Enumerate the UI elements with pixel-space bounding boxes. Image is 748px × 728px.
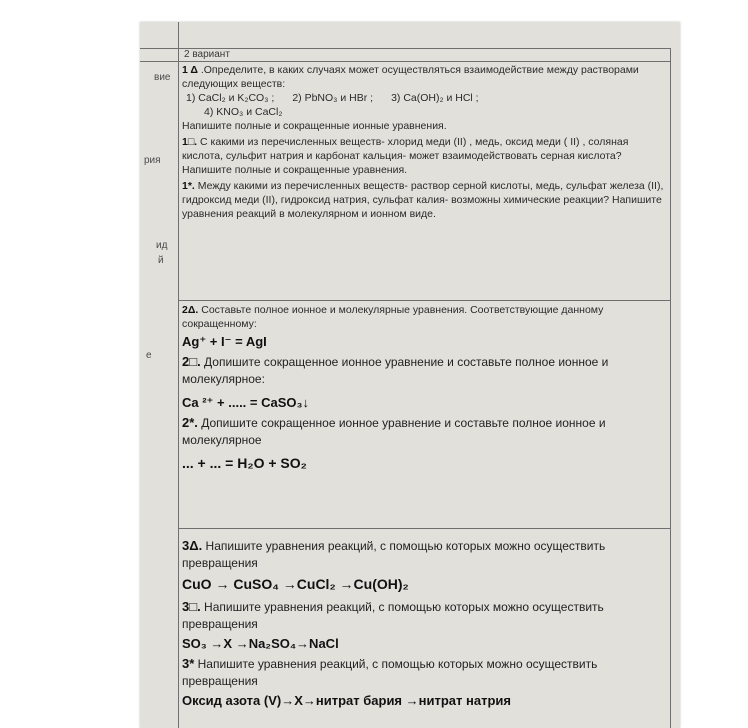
left-fragment-2: рия <box>144 155 161 166</box>
task-1-delta <box>178 63 670 91</box>
task-1-star-text: Между какими из перечисленных веществ- раствор серной кислоты, медь, сульфат железа (II), гидроксид меди (II), гидроксид натрия, сульфат калия- возможны химические реакции? Напишите уравнения реакций в молекулярном и ионном виде. <box>182 180 664 220</box>
task-block-2 <box>178 300 670 519</box>
variant-header: 2 вариант <box>184 49 230 60</box>
task-1-star-number: 1*. <box>182 180 195 192</box>
left-fragment-3: ид <box>156 240 168 251</box>
left-fragment-5: е <box>146 350 152 361</box>
formula-nitrate-chain: Оксид азота (V)→X→нитрат бария →нитрат натрия <box>182 693 511 708</box>
left-fragment-1: вие <box>154 72 171 83</box>
task-1-delta-items <box>178 91 670 119</box>
list-item: 3) Ca(OH)₂ и HCl ; <box>391 92 479 104</box>
task-3-square <box>178 598 670 633</box>
task-2-square-text: Допишите сокращенное ионное уравнение и составьте полное ионное и молекулярное: <box>182 355 609 386</box>
formula-cuo-chain: CuO → CuSO₄ →CuCl₂ →Cu(OH)₂ <box>182 576 409 592</box>
task-3-square-text: Напишите уравнения реакций, с помощью которых можно осуществить превращения <box>182 600 604 631</box>
task-1-star <box>178 179 670 221</box>
task-2-delta-number: 2Δ. <box>182 304 199 316</box>
task-3-star-text: Напишите уравнения реакций, с помощью которых можно осуществить превращения <box>182 657 598 688</box>
task-3-star-number: 3* <box>182 656 195 671</box>
task-1-delta-text: .Определите, в каких случаях может осуществляться взаимодействие между растворами следующих веществ: <box>182 64 639 90</box>
left-fragment-4: й <box>158 255 164 266</box>
task-2-delta <box>178 303 670 331</box>
task-2-square <box>178 353 670 388</box>
task-2-square-number: 2□. <box>182 354 201 369</box>
task-1-square-text: С какими из перечисленных веществ- хлорид меди (II) , медь, оксид меди ( II) , соляная кислота, сульфит натрия и карбонат кальция- может взаимодействовать серная кислота? Напишите полные и сокращенные уравнения. <box>182 136 629 176</box>
formula-so3-chain: SO₃ →X →Na₂SO₄→NaCl <box>182 636 339 651</box>
task-2-star <box>178 414 670 449</box>
task-1-square <box>178 135 670 177</box>
task-block-1 <box>178 63 670 299</box>
task-3-delta-text: Напишите уравнения реакций, с помощью которых можно осуществить превращения <box>182 539 606 570</box>
list-item: 2) PbNO₃ и HBr ; <box>292 92 374 104</box>
task-2-star-text: Допишите сокращенное ионное уравнение и составьте полное ионное и молекулярное <box>182 416 606 447</box>
task-3-square-number: 3□. <box>182 599 201 614</box>
left-column <box>140 22 179 728</box>
task-table <box>178 48 671 728</box>
worksheet-photo <box>140 22 680 728</box>
list-item: 4) KNO₃ и CaCl₂ <box>204 106 283 118</box>
formula-caso3: Ca ²⁺ + ..... = CaSO₃↓ <box>182 395 310 410</box>
task-1-delta-tail: Напишите полные и сокращенные ионные уравнения. <box>182 120 447 132</box>
task-3-star <box>178 655 670 690</box>
task-3-delta <box>178 537 670 572</box>
task-1-delta-number: 1 Δ <box>182 64 198 76</box>
task-block-3 <box>178 528 670 728</box>
task-2-delta-text: Составьте полное ионное и молекулярные уравнения. Соответствующие данному сокращенному: <box>182 304 604 330</box>
task-3-delta-number: 3Δ. <box>182 538 203 553</box>
formula-h2o-so2: ... + ... = H₂O + SO₂ <box>182 455 307 471</box>
formula-agi: Ag⁺ + I⁻ = AgI <box>182 334 267 349</box>
task-2-star-number: 2*. <box>182 415 198 430</box>
task-1-square-number: 1□. <box>182 136 198 148</box>
variant-divider <box>140 61 670 62</box>
list-item: 1) CaCl₂ и K₂CO₃ ; <box>186 92 275 104</box>
